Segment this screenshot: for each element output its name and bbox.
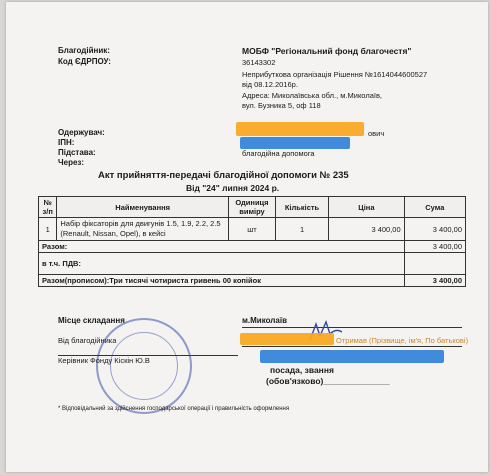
- table-row: [39, 218, 466, 241]
- act-date: Від "24" липня 2024 р.: [186, 183, 280, 193]
- col-num: № з/п: [39, 197, 57, 218]
- head-of-fund: Керівник Фонду Кіскін Ю.В: [58, 356, 150, 365]
- col-qty: Кількість: [275, 197, 328, 218]
- place-underline: [242, 327, 462, 328]
- position-label: посада, звання: [270, 365, 334, 375]
- redaction-receiver: [240, 333, 334, 345]
- row-qty: 1: [275, 218, 328, 241]
- stamp-seal: [96, 318, 192, 414]
- footnote: * Відповідальний за здійснення господарської операції і правильність оформлення: [58, 406, 290, 412]
- total-value: 3 400,00: [404, 241, 465, 253]
- act-title: Акт прийняття-передачі благодійної допомоги № 235: [98, 170, 349, 181]
- row-price: 3 400,00: [329, 218, 405, 241]
- col-sum: Сума: [404, 197, 465, 218]
- edrpou-code: 36143302: [242, 58, 276, 67]
- redaction-ipn: [240, 137, 350, 149]
- words-value: 3 400,00: [404, 275, 465, 287]
- vat-row: [39, 253, 466, 275]
- edrpou-label: Код ЄДРПОУ:: [58, 57, 111, 66]
- donor-name: МОБФ "Регіональний фонд благочестя": [242, 46, 412, 56]
- total-label: Разом:: [39, 241, 405, 253]
- receiver-underline: [242, 346, 462, 347]
- recipient-name-tail: ович: [368, 129, 385, 138]
- table-header-row: [39, 197, 466, 218]
- basis-label: Підстава:: [58, 148, 96, 157]
- redaction-position: [260, 350, 444, 363]
- document-page: [6, 2, 488, 472]
- col-unit: Одиниця виміру: [228, 197, 275, 218]
- vat-label: в т.ч. ПДВ:: [39, 253, 405, 275]
- via-label: Через:: [58, 158, 85, 167]
- ipn-label: ІПН:: [58, 138, 75, 147]
- redaction-recipient-name: [236, 122, 364, 136]
- row-name: Набір фіксаторів для двигунів 1.5, 1.9, 2.2, 2.5 (Renault, Nissan, Opel), в кейсі: [57, 218, 229, 241]
- row-sum: 3 400,00: [404, 218, 465, 241]
- row-unit: шт: [228, 218, 275, 241]
- donor-label: Благодійник:: [58, 46, 110, 55]
- words-label: Разом(прописом):Три тисячі чотириста гривень 00 копійок: [39, 275, 405, 287]
- words-row: [39, 275, 466, 287]
- vat-value: [404, 253, 465, 275]
- from-donor: Від благодійника: [58, 336, 117, 345]
- total-row: [39, 241, 466, 253]
- address-line-1: Адреса: Миколаївська обл., м.Миколаїв,: [242, 91, 383, 100]
- col-price: Ціна: [329, 197, 405, 218]
- basis-value: благодійна допомога: [242, 149, 315, 158]
- address-line-2: вул. Бузника 5, оф 118: [242, 101, 321, 110]
- place-value: м.Миколаїв: [242, 316, 288, 325]
- row-num: 1: [39, 218, 57, 241]
- place-label: Місце складання: [58, 316, 125, 325]
- col-name: Найменування: [57, 197, 229, 218]
- items-table: [38, 196, 466, 287]
- nonprofit-line-2: від 08.12.2016р.: [242, 80, 298, 89]
- recipient-label: Одержувач:: [58, 128, 105, 137]
- receiver-hint: Отримав (Прізвище, ім'я, По батькові): [336, 336, 469, 345]
- nonprofit-line-1: Неприбуткова організація Рішення №1614044600527: [242, 70, 428, 79]
- mandatory-label: (обов'язково)______________: [266, 376, 390, 386]
